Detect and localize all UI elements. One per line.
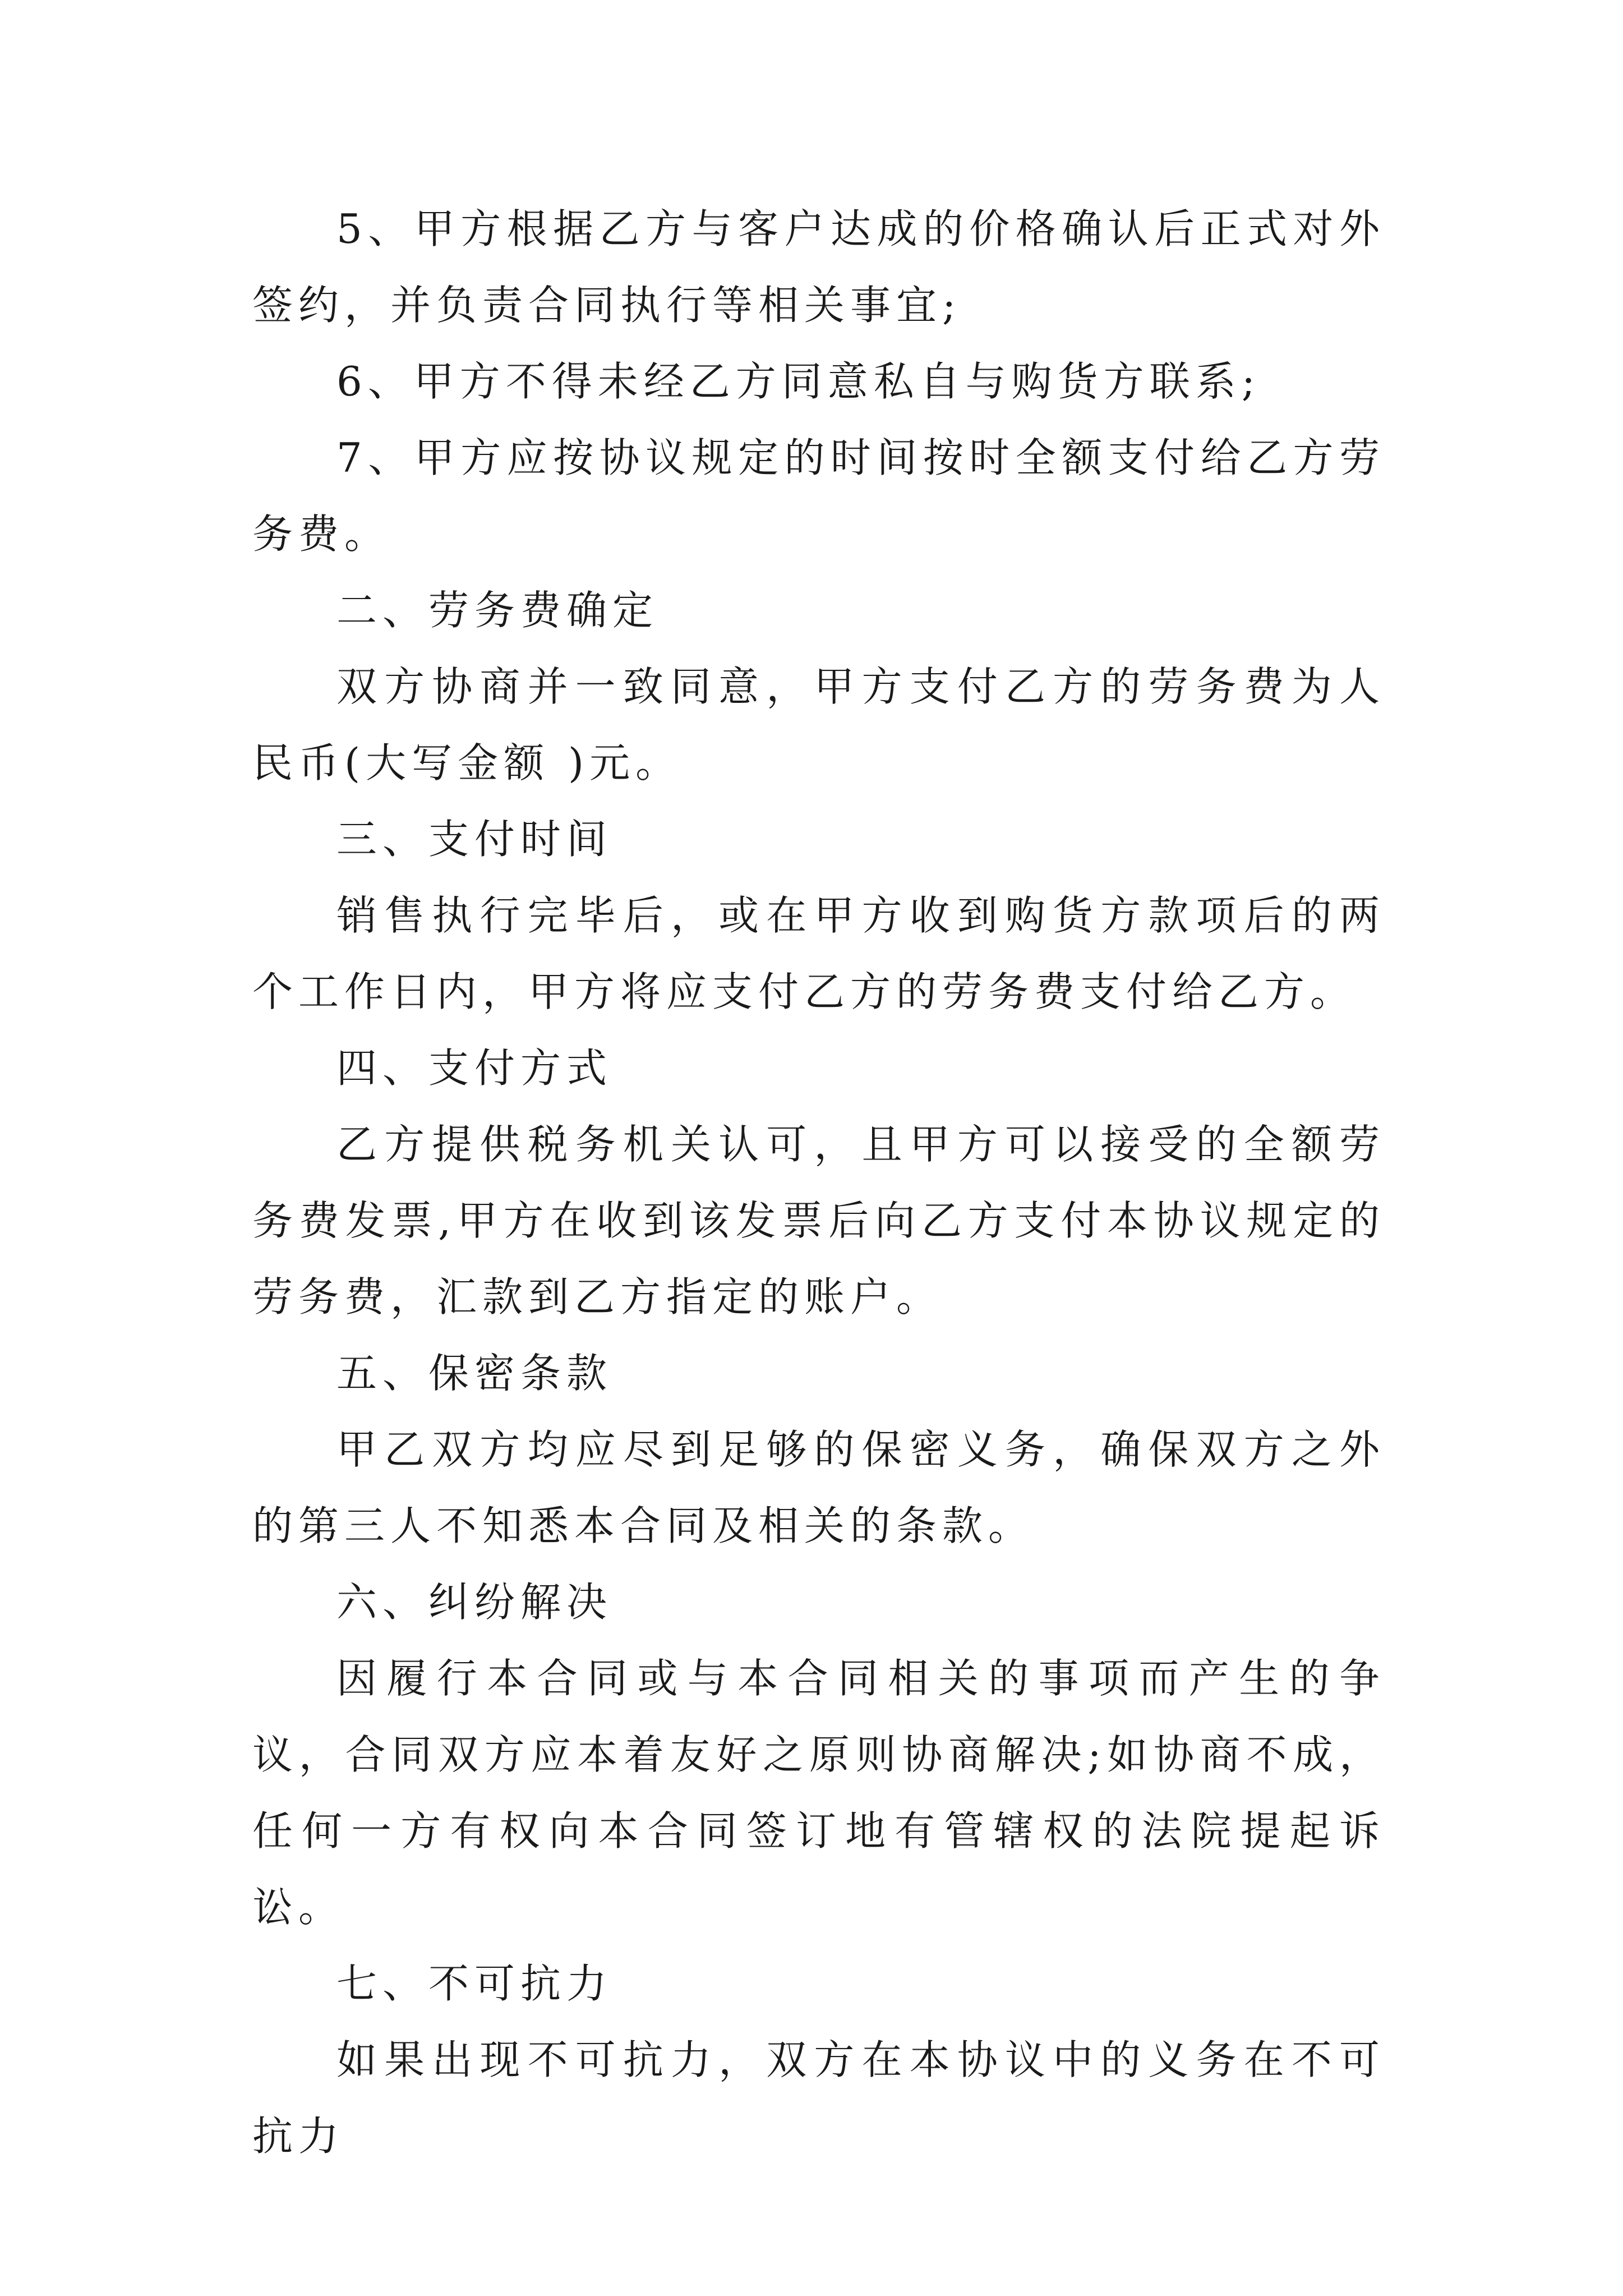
payment-method-paragraph: 乙方提供税务机关认可，且甲方可以接受的全额劳务费发票,甲方在收到该发票后向乙方支付本协议规定的劳务费，汇款到乙方指定的账户。	[252, 1121, 1385, 1320]
clause-7-paragraph: 7、甲方应按协议规定的时间按时全额支付给乙方劳务费。	[252, 434, 1385, 558]
fee-paragraph: 双方协商并一致同意，甲方支付乙方的劳务费为人民币(大写金额 )元。	[252, 663, 1385, 786]
force-majeure-paragraph: 如果出现不可抗力，双方在本协议中的义务在不可抗力	[252, 2036, 1385, 2160]
payment-time-paragraph: 销售执行完毕后，或在甲方收到购货方款项后的两个工作日内，甲方将应支付乙方的劳务费支付给乙方。	[252, 892, 1385, 1015]
dispute-paragraph: 因履行本合同或与本合同相关的事项而产生的争议，合同双方应本着友好之原则协商解决;如协商不成，任何一方有权向本合同签订地有管辖权的法院提起诉讼。	[252, 1655, 1385, 1931]
section-heading-force-majeure: 七、不可抗力	[336, 1960, 613, 2007]
section-heading-confidentiality: 五、保密条款	[336, 1350, 613, 1397]
clause-5-paragraph: 5、甲方根据乙方与客户达成的价格确认后正式对外签约，并负责合同执行等相关事宜;	[252, 205, 1385, 329]
confidentiality-paragraph: 甲乙双方均应尽到足够的保密义务，确保双方之外的第三人不知悉本合同及相关的条款。	[252, 1426, 1385, 1549]
document-body	[252, 191, 1385, 2174]
section-heading-payment-time: 三、支付时间	[336, 816, 613, 863]
section-heading-dispute: 六、纠纷解决	[336, 1579, 613, 1626]
section-heading-fee: 二、劳务费确定	[336, 587, 659, 634]
clause-6-paragraph: 6、甲方不得未经乙方同意私自与购货方联系;	[336, 358, 1261, 405]
section-heading-payment-method: 四、支付方式	[336, 1045, 613, 1092]
